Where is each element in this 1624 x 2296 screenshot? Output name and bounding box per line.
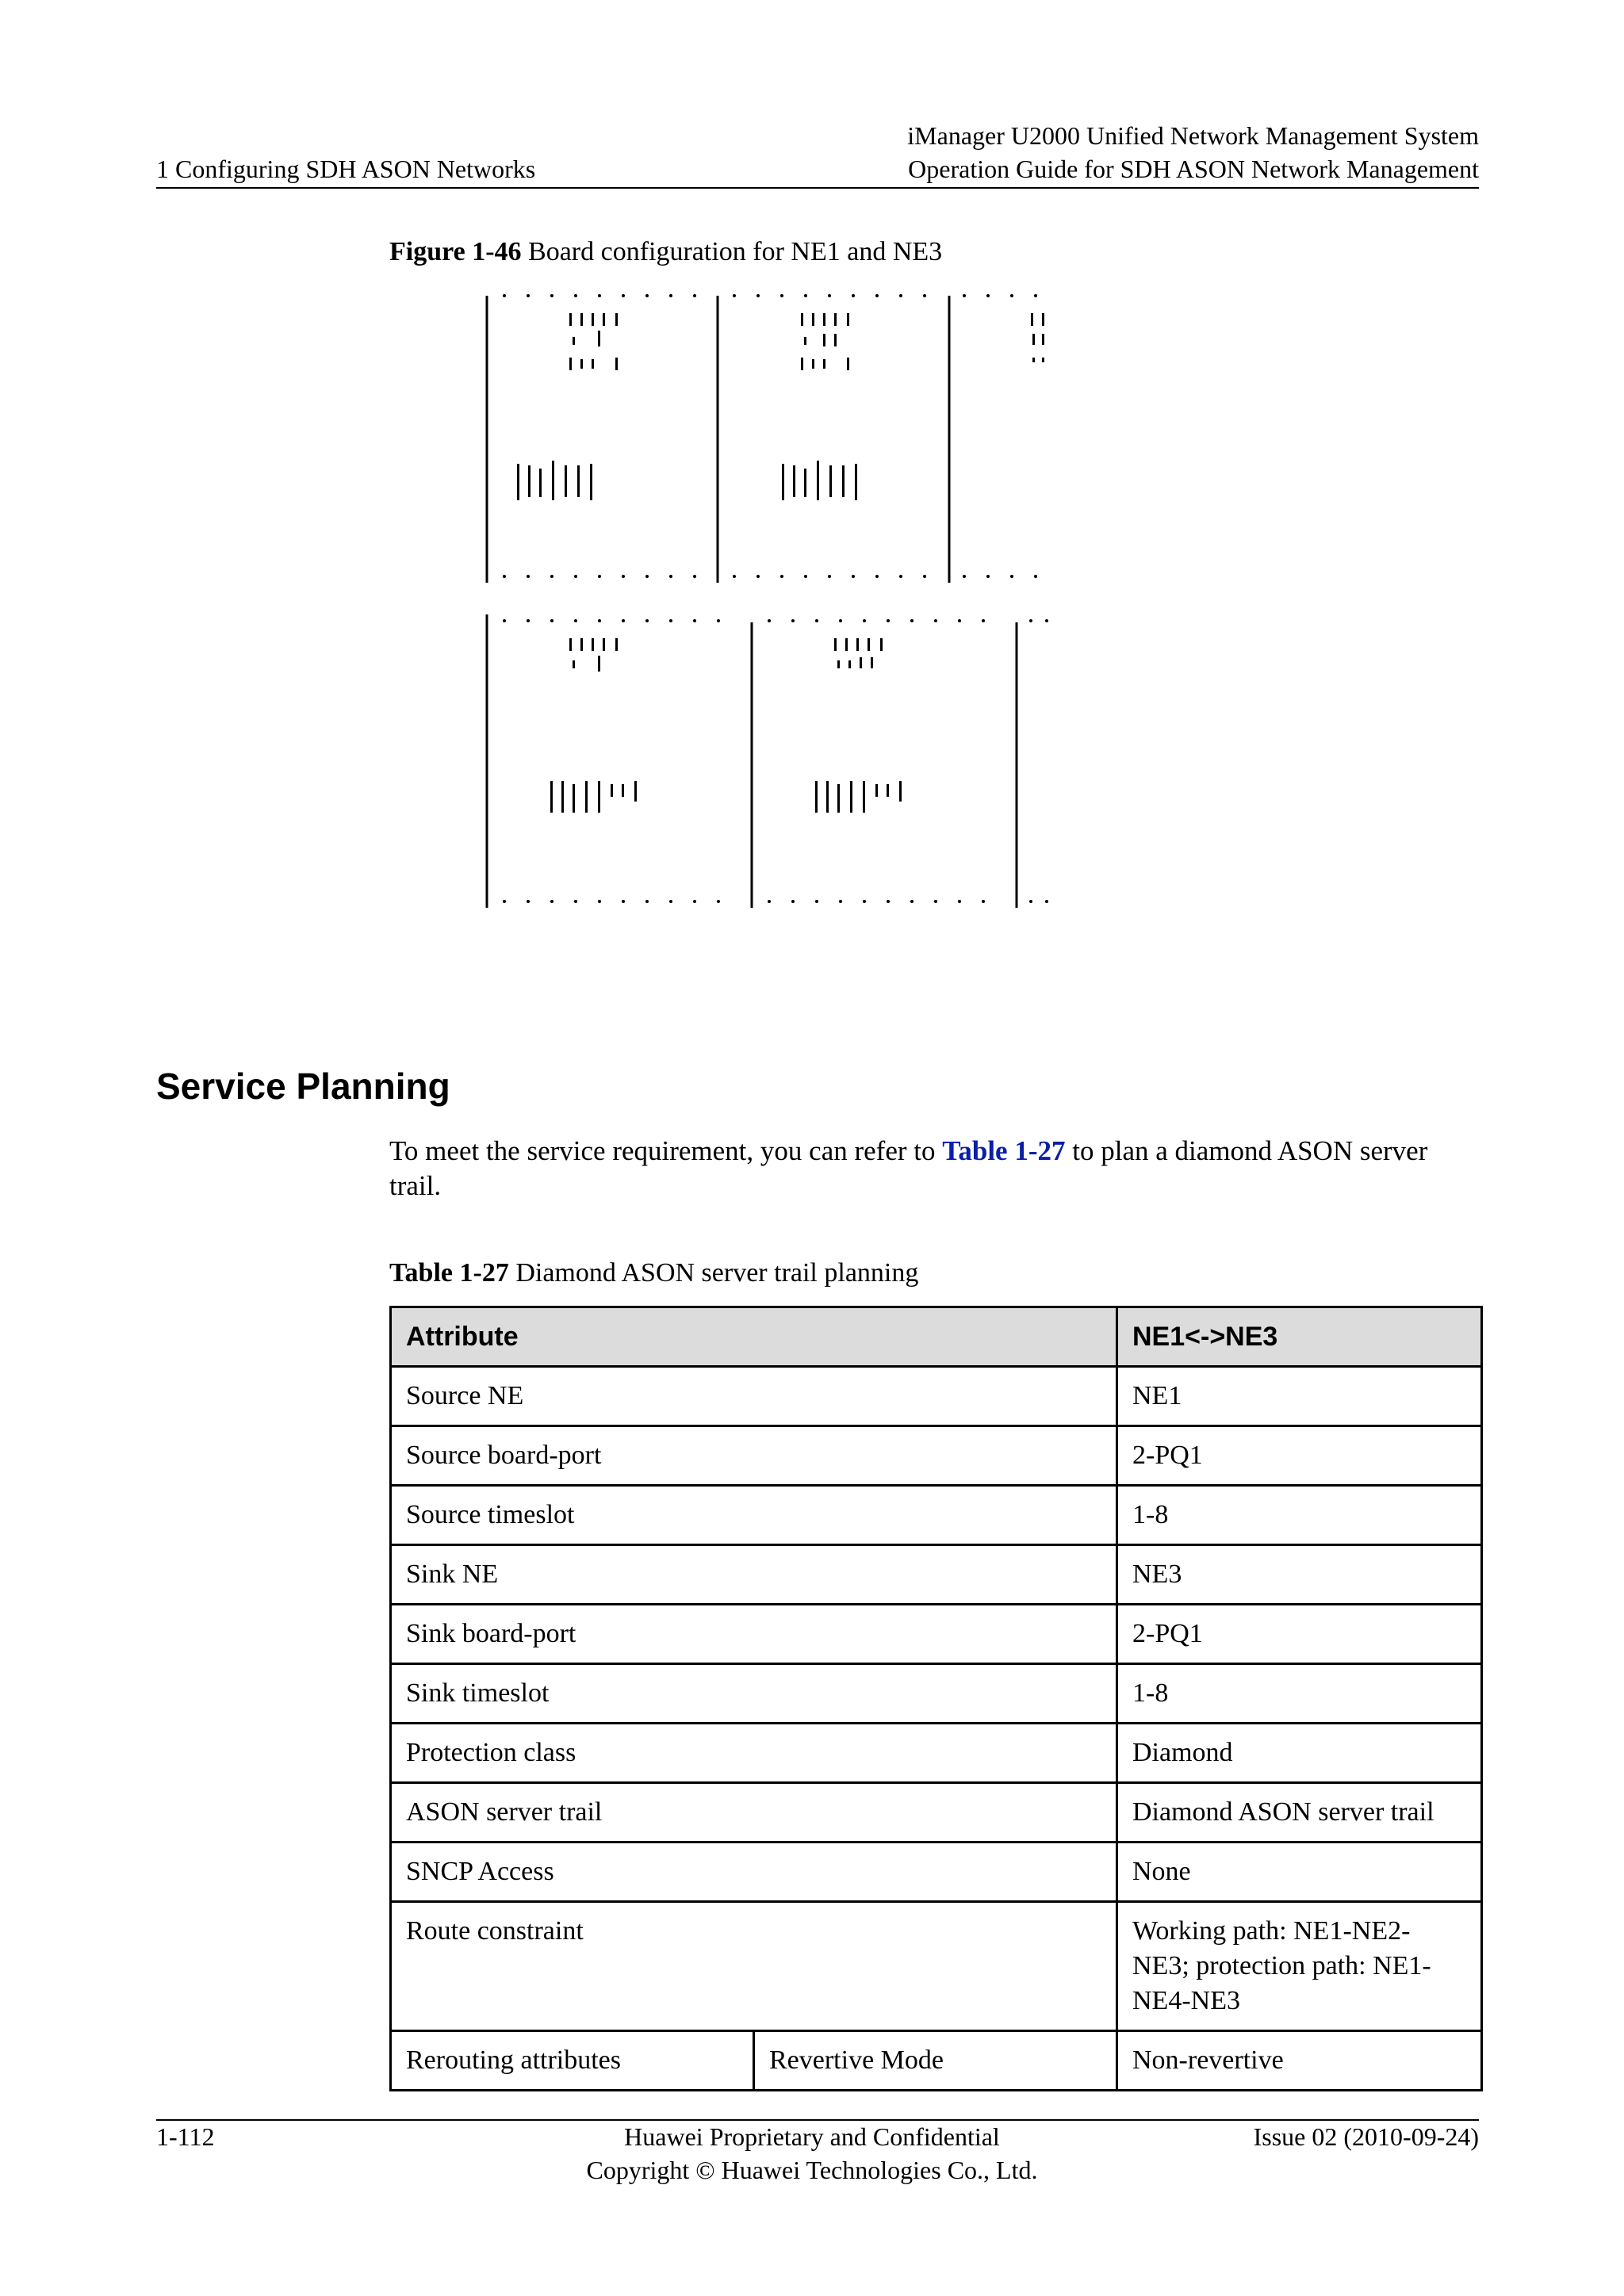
figure-number: Figure 1-46	[389, 237, 522, 266]
table-row	[391, 1605, 1482, 1664]
row-value: Diamond ASON server trail	[1117, 1783, 1482, 1843]
figure-title: Board configuration for NE1 and NE3	[528, 237, 943, 266]
page-number: 1-112	[156, 2122, 215, 2151]
running-header-guide: Operation Guide for SDH ASON Network Management	[908, 155, 1479, 183]
row-value: Working path: NE1-NE2-NE3; protection path: NE1-NE4-NE3	[1117, 1902, 1482, 2031]
ne1-slot2-board-marks	[782, 313, 857, 500]
ne3-slot1-board-marks	[550, 638, 637, 813]
table-row	[391, 1843, 1482, 1902]
figure-caption	[389, 235, 942, 270]
table-row	[391, 1783, 1482, 1843]
row-attribute: Route constraint	[391, 1902, 1117, 2031]
table-row	[391, 1664, 1482, 1724]
ne3-top-dotted-border	[503, 619, 1048, 622]
table-title: Diamond ASON server trail planning	[515, 1258, 919, 1288]
row-attribute: Protection class	[391, 1724, 1117, 1783]
header-attribute: Attribute	[391, 1307, 1117, 1367]
section-title: Service Planning	[156, 1066, 450, 1107]
ne3-bottom-dotted-border	[503, 900, 1048, 903]
row-value: NE3	[1117, 1545, 1482, 1605]
table-row	[391, 1902, 1482, 2031]
row-attribute: Sink timeslot	[391, 1664, 1117, 1724]
footer-confidential: Huawei Proprietary and Confidential	[624, 2122, 1000, 2151]
ason-trail-planning-table	[389, 1306, 1483, 2091]
table-header-row	[391, 1307, 1482, 1367]
row-attribute: Rerouting attributes	[391, 2031, 754, 2091]
ne3-slot2-board-marks	[815, 638, 902, 813]
row-attribute: SNCP Access	[391, 1843, 1117, 1902]
header-rule	[156, 187, 1479, 189]
table-row	[391, 1367, 1482, 1426]
row-attribute: Source timeslot	[391, 1486, 1117, 1545]
row-value: 2-PQ1	[1117, 1426, 1482, 1486]
ne1-top-dotted-border	[503, 294, 1037, 297]
running-header-chapter: 1 Configuring SDH ASON Networks	[156, 155, 536, 183]
row-attribute: Source NE	[391, 1367, 1117, 1426]
ne1-bottom-dotted-border	[503, 575, 1037, 578]
row-value: NE1	[1117, 1367, 1482, 1426]
row-attribute: Sink board-port	[391, 1605, 1117, 1664]
table-row	[391, 1486, 1482, 1545]
row-value: 2-PQ1	[1117, 1605, 1482, 1664]
board-configuration-figure	[476, 281, 1063, 916]
table-row	[391, 2031, 1482, 2091]
table-row	[391, 1545, 1482, 1605]
running-header-product: iManager U2000 Unified Network Management System	[907, 121, 1479, 150]
table-number: Table 1-27	[389, 1258, 509, 1288]
table-row	[391, 1724, 1482, 1783]
row-value: Non-revertive	[1117, 2031, 1482, 2091]
intro-paragraph	[389, 1134, 1482, 1203]
row-attribute: Sink NE	[391, 1545, 1117, 1605]
table-1-27-link[interactable]: Table 1-27	[942, 1135, 1066, 1166]
row-value: 1-8	[1117, 1486, 1482, 1545]
row-value: Diamond	[1117, 1724, 1482, 1783]
table-row	[391, 1426, 1482, 1486]
ne1-slot3-board-marks	[1031, 313, 1044, 362]
ne1-slot1-board-marks	[517, 313, 618, 500]
intro-text-after: to plan a diamond ASON server trail.	[389, 1135, 1428, 1201]
header-ne1-ne3: NE1<->NE3	[1117, 1307, 1482, 1367]
footer-issue: Issue 02 (2010-09-24)	[1253, 2122, 1479, 2151]
row-value: None	[1117, 1843, 1482, 1902]
row-attribute: ASON server trail	[391, 1783, 1117, 1843]
row-value: 1-8	[1117, 1664, 1482, 1724]
table-caption	[389, 1256, 918, 1291]
row-sub-attribute: Revertive Mode	[754, 2031, 1117, 2091]
footer-copyright: Copyright © Huawei Technologies Co., Ltd.	[586, 2156, 1038, 2184]
intro-text-before: To meet the service requirement, you can refer to	[389, 1135, 943, 1166]
row-attribute: Source board-port	[391, 1426, 1117, 1486]
